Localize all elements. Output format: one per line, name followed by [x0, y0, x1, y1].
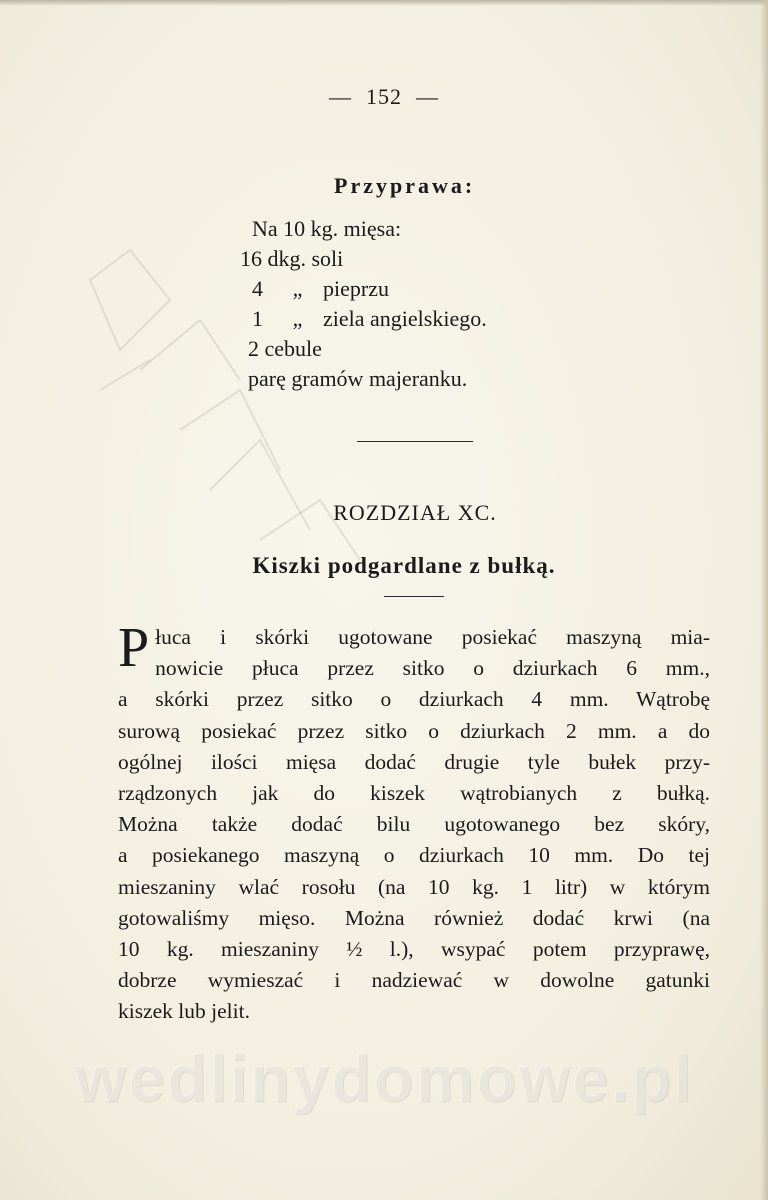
spice-line	[248, 334, 487, 364]
spice-qty: 1	[252, 306, 263, 331]
chapter-heading: ROZDZIAŁ XC.	[333, 500, 497, 525]
page-number	[0, 84, 768, 110]
body-line: a skórki przez sitko o dziurkach 4 mm. Wątrobę	[118, 687, 710, 712]
body-line: nowicie płuca przez sitko o dziurkach 6 mm.,	[155, 656, 710, 681]
spice-heading: Przyprawa:	[334, 173, 476, 198]
body-line: kiszek lub jelit.	[118, 999, 250, 1024]
body-line: ogólnej ilości mięsa dodać drugie tyle bułek przy-	[118, 749, 710, 774]
recipe-title: Kiszki podgardlane z bułką.	[252, 553, 556, 578]
spice-qty: 4	[252, 276, 263, 301]
body-line: dobrze wymieszać i nadziewać w dowolne gatunki	[118, 968, 710, 993]
page-right-edge	[760, 0, 768, 1200]
body-line: Można także dodać bilu ugotowanego bez skóry,	[118, 812, 710, 837]
spice-line-text: 2 cebule	[248, 336, 322, 361]
spice-qty: 16	[240, 246, 262, 271]
spice-line	[248, 364, 487, 394]
body-line: mieszaniny wlać rosołu (na 10 kg. 1 litr) w którym	[118, 874, 710, 899]
body-line: łuca i skórki ugotowane posiekać maszyną mia-	[155, 625, 710, 649]
spice-line	[252, 214, 487, 244]
spice-line	[240, 274, 487, 304]
page-number-dash-left: —	[329, 84, 352, 109]
body-line: rządzonych jak do kiszek wątrobianych z bułką.	[118, 781, 710, 806]
section-divider	[357, 441, 473, 442]
body-line: gotowaliśmy mięso. Można również dodać krwi (na	[118, 905, 710, 930]
title-divider	[384, 596, 444, 597]
spice-line-text: parę gramów majeranku.	[248, 366, 468, 391]
ditto-mark: „	[292, 306, 303, 331]
recipe-body	[118, 617, 710, 1028]
spice-line	[240, 304, 487, 334]
spice-line-text: Na 10 kg. mięsa:	[252, 216, 402, 241]
spice-line	[240, 244, 487, 274]
body-line: 10 kg. mieszaniny ½ l.), wsypać potem przyprawę,	[118, 937, 710, 962]
drop-cap: P	[118, 617, 150, 679]
page-number-value: 152	[366, 84, 402, 109]
spice-line-text: ziela angielskiego.	[323, 306, 487, 331]
spice-line-text: pieprzu	[323, 276, 389, 301]
spice-list	[240, 214, 487, 394]
body-line: surową posiekać przez sitko o dziurkach 2 mm. a do	[118, 718, 710, 743]
spice-line-text: dkg. soli	[267, 246, 344, 271]
body-line: a posiekanego maszyną o dziurkach 10 mm. Do tej	[118, 843, 710, 868]
ditto-mark: „	[292, 276, 303, 301]
page-number-dash-right: —	[416, 84, 439, 109]
page-top-edge	[0, 0, 768, 6]
site-watermark: wedlinydomowe.pl	[74, 1041, 694, 1115]
